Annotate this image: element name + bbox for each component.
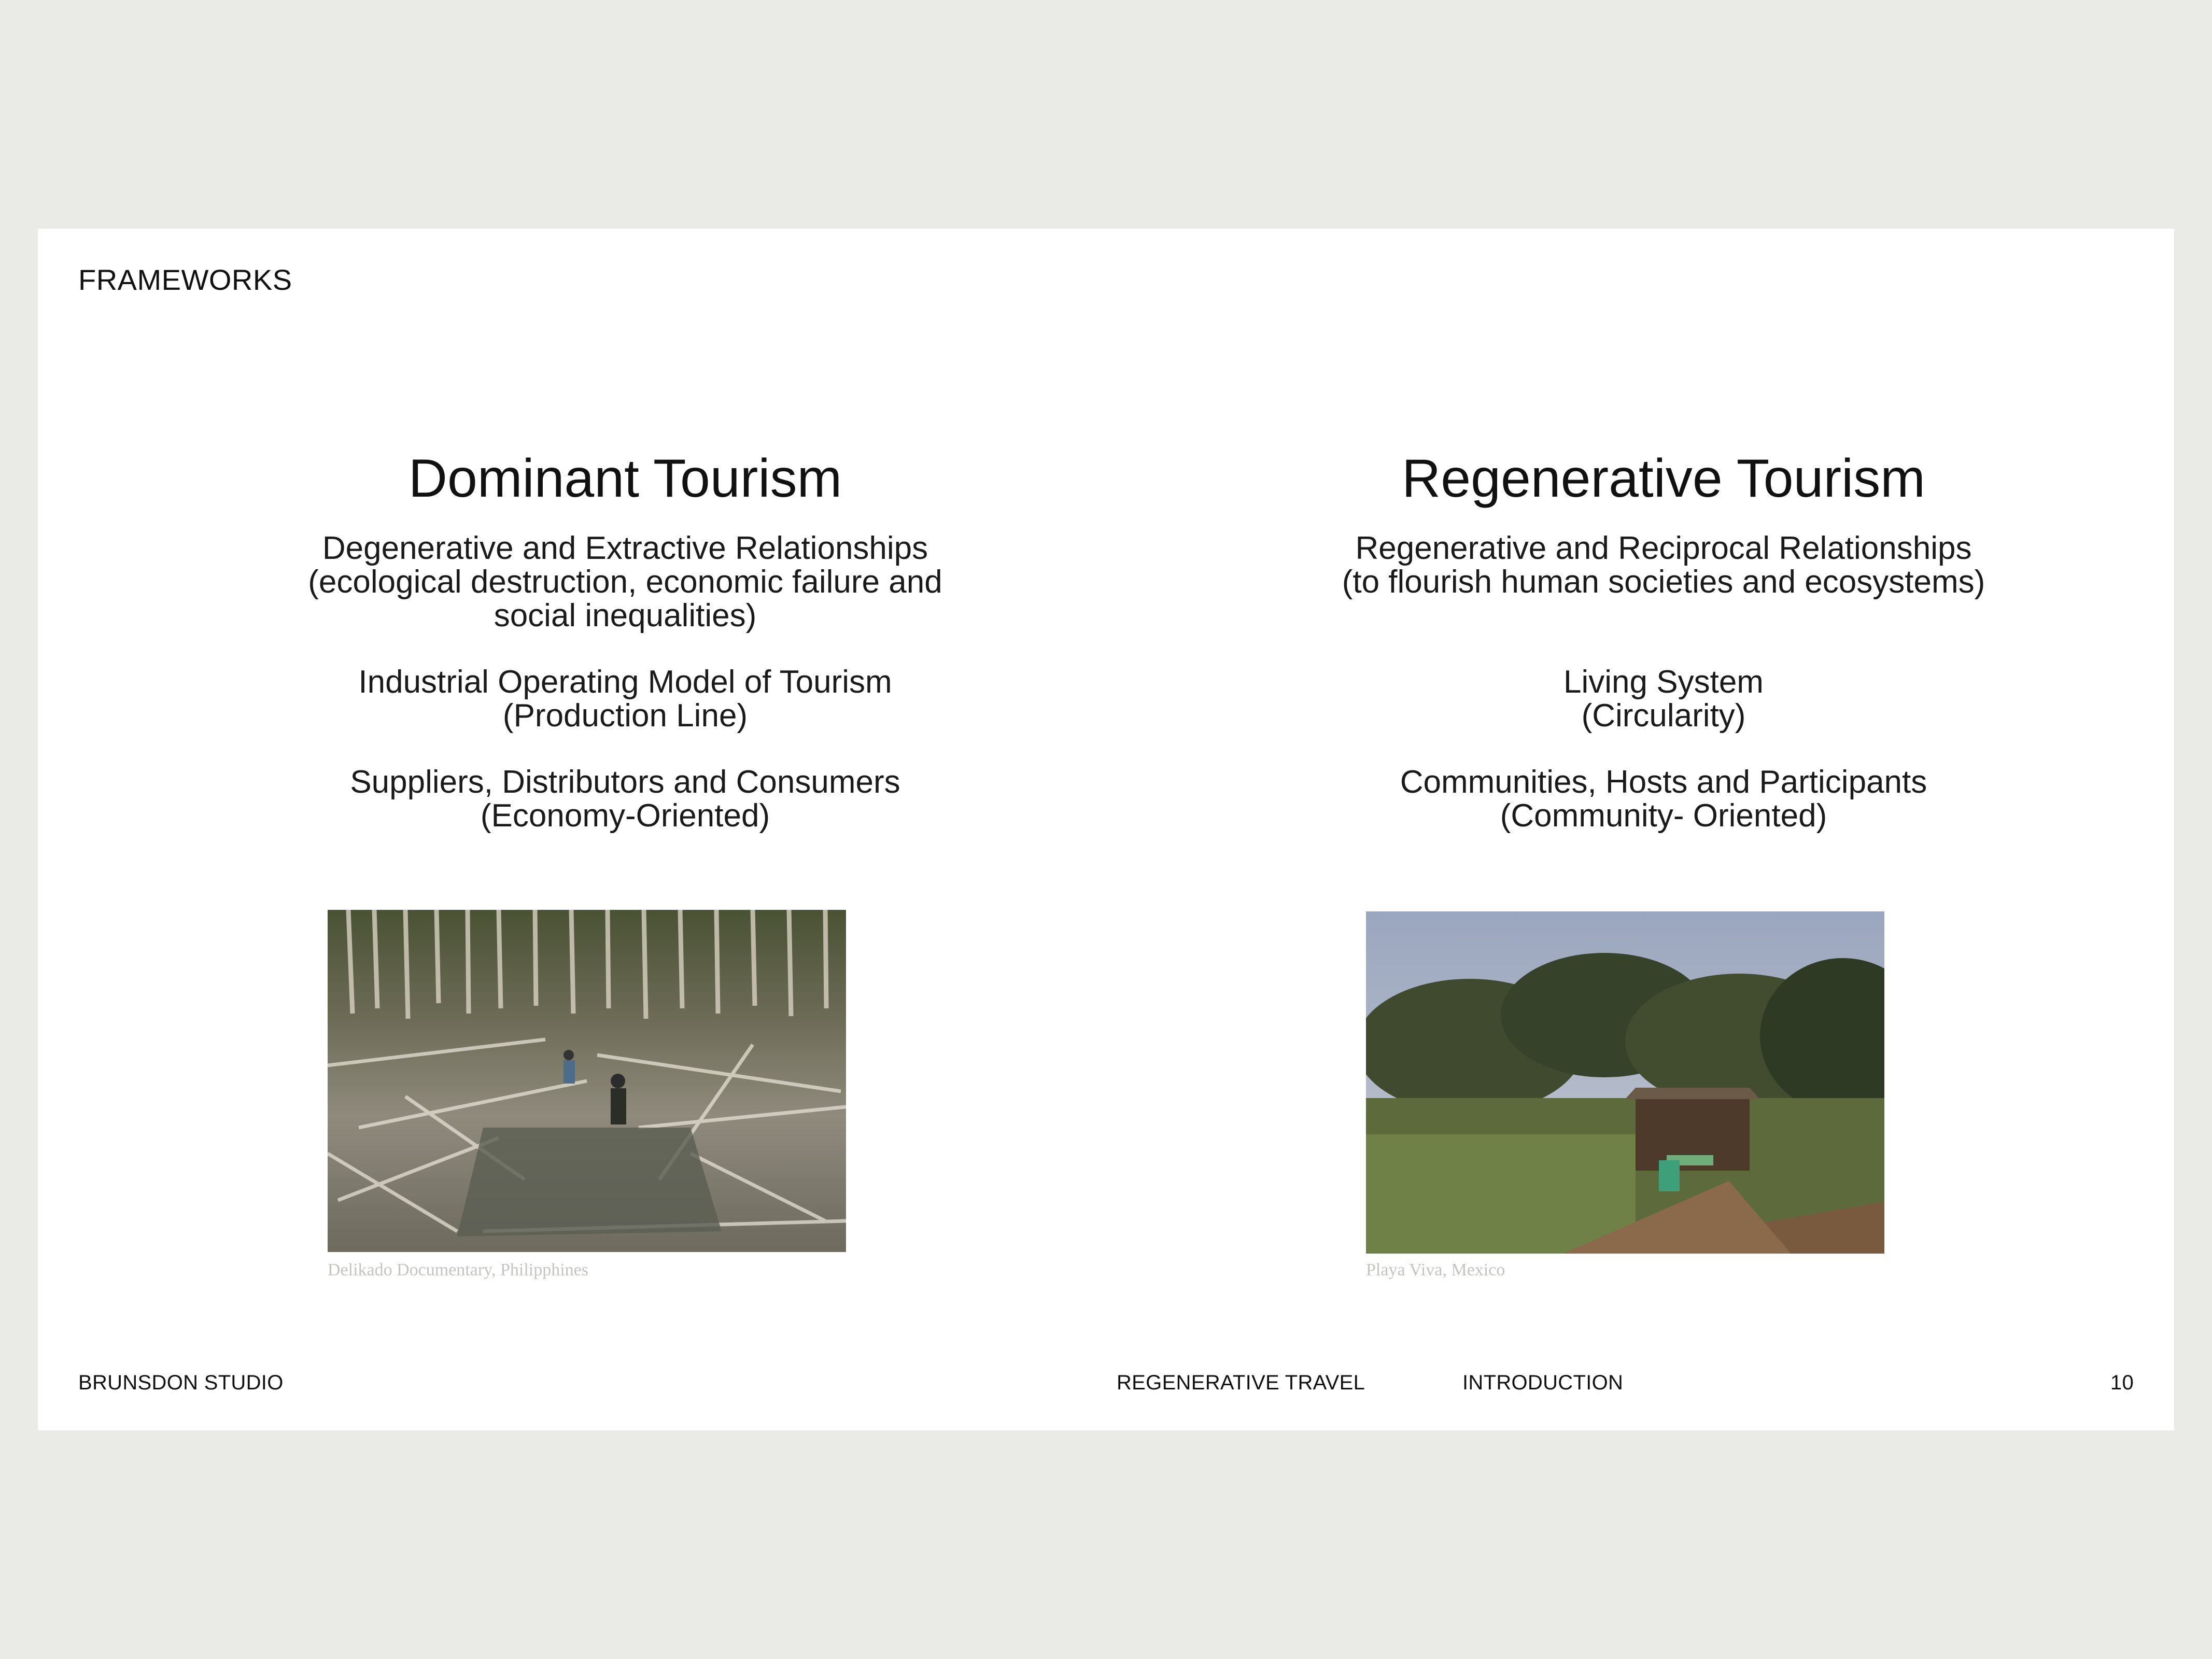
text-line: (Economy-Oriented): [480, 798, 770, 834]
text-line: (Circularity): [1581, 698, 1746, 734]
text-line: (Community- Oriented): [1500, 798, 1827, 834]
footer-chapter: INTRODUCTION: [1462, 1371, 1624, 1394]
text-line: social inequalities): [494, 598, 757, 634]
page-number: 10: [2110, 1371, 2134, 1394]
slide: [38, 229, 2174, 1430]
text-line: Living System: [1563, 664, 1764, 700]
dominant-photo-caption: Delikado Documentary, Philipphines: [328, 1260, 588, 1280]
dominant-tourism-title: Dominant Tourism: [408, 448, 842, 509]
garden-photo: [1366, 911, 1884, 1254]
text-line: (ecological destruction, economic failure and: [308, 564, 942, 600]
text-line: Regenerative and Reciprocal Relationships: [1355, 530, 1972, 566]
regenerative-tourism-title: Regenerative Tourism: [1402, 448, 1925, 509]
dominant-model-text: [210, 665, 1040, 733]
section-label: FRAMEWORKS: [78, 263, 292, 296]
footer-brand: BRUNSDON STUDIO: [78, 1371, 284, 1394]
text-line: Communities, Hosts and Participants: [1400, 764, 1927, 800]
text-line: Suppliers, Distributors and Consumers: [350, 764, 900, 800]
dominant-relationships-text: [210, 531, 1040, 632]
regenerative-model-text: [1249, 665, 2078, 733]
text-line: Industrial Operating Model of Tourism: [358, 664, 892, 700]
text-line: Degenerative and Extractive Relationships: [322, 530, 928, 566]
dominant-actors-text: [210, 765, 1040, 833]
regenerative-photo-caption: Playa Viva, Mexico: [1366, 1260, 1505, 1280]
footer-project: REGENERATIVE TRAVEL: [1117, 1371, 1365, 1394]
regenerative-actors-text: [1249, 765, 2078, 833]
text-line: (to flourish human societies and ecosystems): [1342, 564, 1985, 600]
deforestation-photo: [328, 910, 846, 1252]
regenerative-relationships-text: [1249, 531, 2078, 599]
text-line: (Production Line): [502, 698, 748, 734]
